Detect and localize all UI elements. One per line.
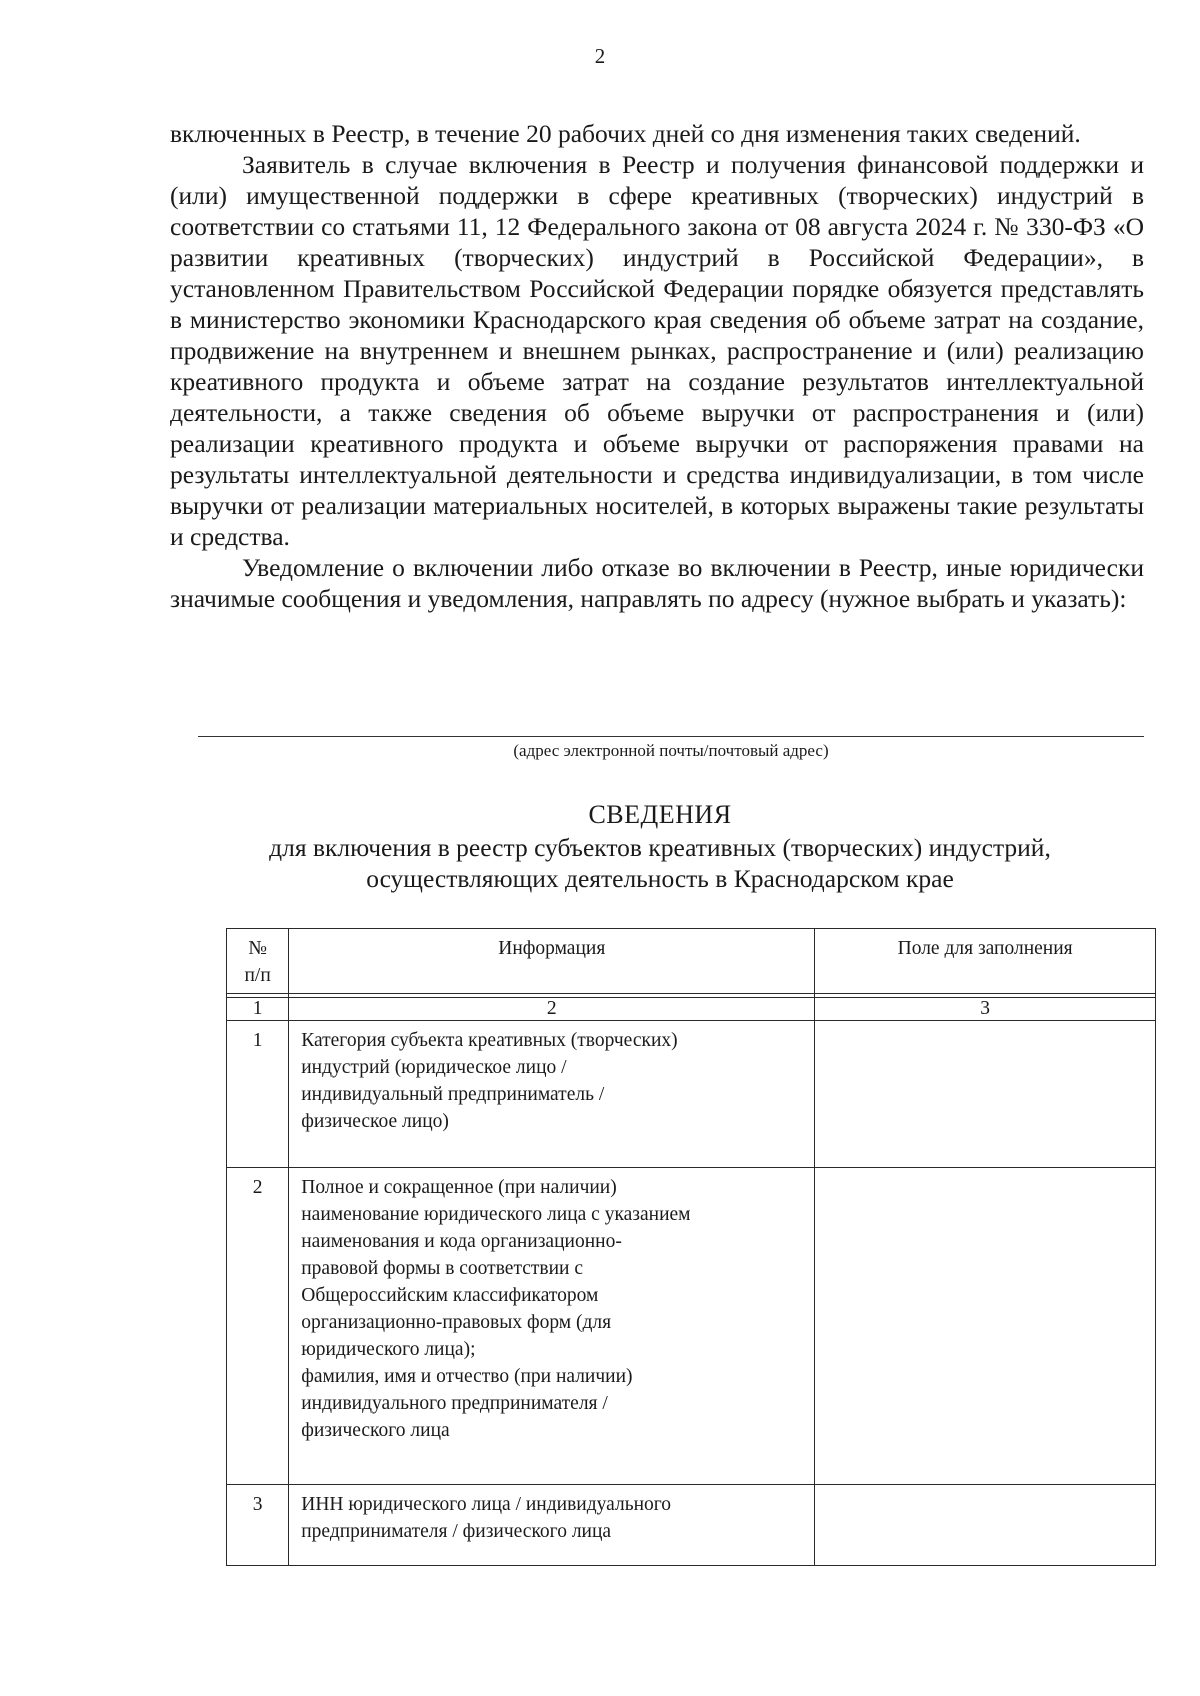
address-fill-line[interactable]: [198, 736, 1144, 737]
table-header-row: [227, 929, 1156, 994]
row-fill-field[interactable]: [815, 1485, 1156, 1566]
paragraph-continuation: включенных в Реестр, в течение 20 рабочих дней со дня изменения таких сведений.: [170, 119, 1081, 148]
form-heading-subtitle-line2: осуществляющих деятельность в Краснодарском крае: [366, 864, 954, 893]
index-cell: 2: [289, 998, 815, 1021]
header-field: Поле для заполнения: [815, 929, 1156, 994]
table-index-row: [227, 998, 1156, 1021]
address-caption: (адрес электронной почты/почтовый адрес): [513, 741, 829, 760]
form-heading-subtitle-line1: для включения в реестр субъектов креативных (творческих) индустрий,: [269, 833, 1051, 862]
row-fill-field[interactable]: [815, 1168, 1156, 1485]
form-heading-title: СВЕДЕНИЯ: [588, 800, 732, 829]
header-info: Информация: [289, 929, 815, 994]
row-info: Категория субъекта креативных (творческих) индустрий (юридическое лицо / индивидуальный предприниматель / физическое лицо): [289, 1021, 815, 1168]
row-info: ИНН юридического лица / индивидуального предпринимателя / физического лица: [289, 1485, 815, 1566]
row-fill-field[interactable]: [815, 1021, 1156, 1168]
header-num: № п/п: [227, 929, 289, 994]
index-cell: 1: [227, 998, 289, 1021]
table-row: [227, 1485, 1156, 1566]
table-row: [227, 1021, 1156, 1168]
row-number: 3: [227, 1485, 289, 1566]
form-heading-subtitle: [0, 832, 1200, 894]
index-cell: 3: [815, 998, 1156, 1021]
row-number: 1: [227, 1021, 289, 1168]
paragraph-obligation: Заявитель в случае включения в Реестр и получения финансовой поддержки и (или) имущественной поддержки в сфере креативных (творческих) индустрий в соответствии со статьями 11, 12 Федерального закона от 08 августа 2024 г. № 330-ФЗ «О развитии креативных (творческих) индустрий в Российской Федерации», в установленном Правительством Российской Федерации порядке обязуется представлять в министерство экономики Краснодарского края сведения об объеме затрат на создание, продвижение на внутреннем и внешнем рынках, распространение и (или) реализацию креативного продукта и объеме затрат на создание результатов интеллектуальной деятельности, а также сведения об объеме выручки от распространения и (или) реализации креативного продукта и объеме выручки от распоряжения правами на результаты интеллектуальной деятельности и средства индивидуализации, в том числе выручки от реализации материальных носителей, в которых выражены такие результаты и средства.: [170, 150, 1144, 551]
table-row: [227, 1168, 1156, 1485]
page-number: 2: [594, 44, 606, 68]
body-text: [170, 118, 1144, 614]
paragraph-notification: Уведомление о включении либо отказе во включении в Реестр, иные юридически значимые сообщения и уведомления, направлять по адресу (нужное выбрать и указать):: [170, 553, 1144, 613]
row-info: Полное и сокращенное (при наличии) наименование юридического лица с указанием наименования и кода организационно- правовой формы в соответствии с Общероссийским классификатором организационно-правовых форм (для юридического лица); фамилия, имя и отчество (при наличии) индивидуального предпринимателя / физического лица: [289, 1168, 815, 1485]
row-number: 2: [227, 1168, 289, 1485]
registry-info-table: [226, 928, 1156, 1566]
